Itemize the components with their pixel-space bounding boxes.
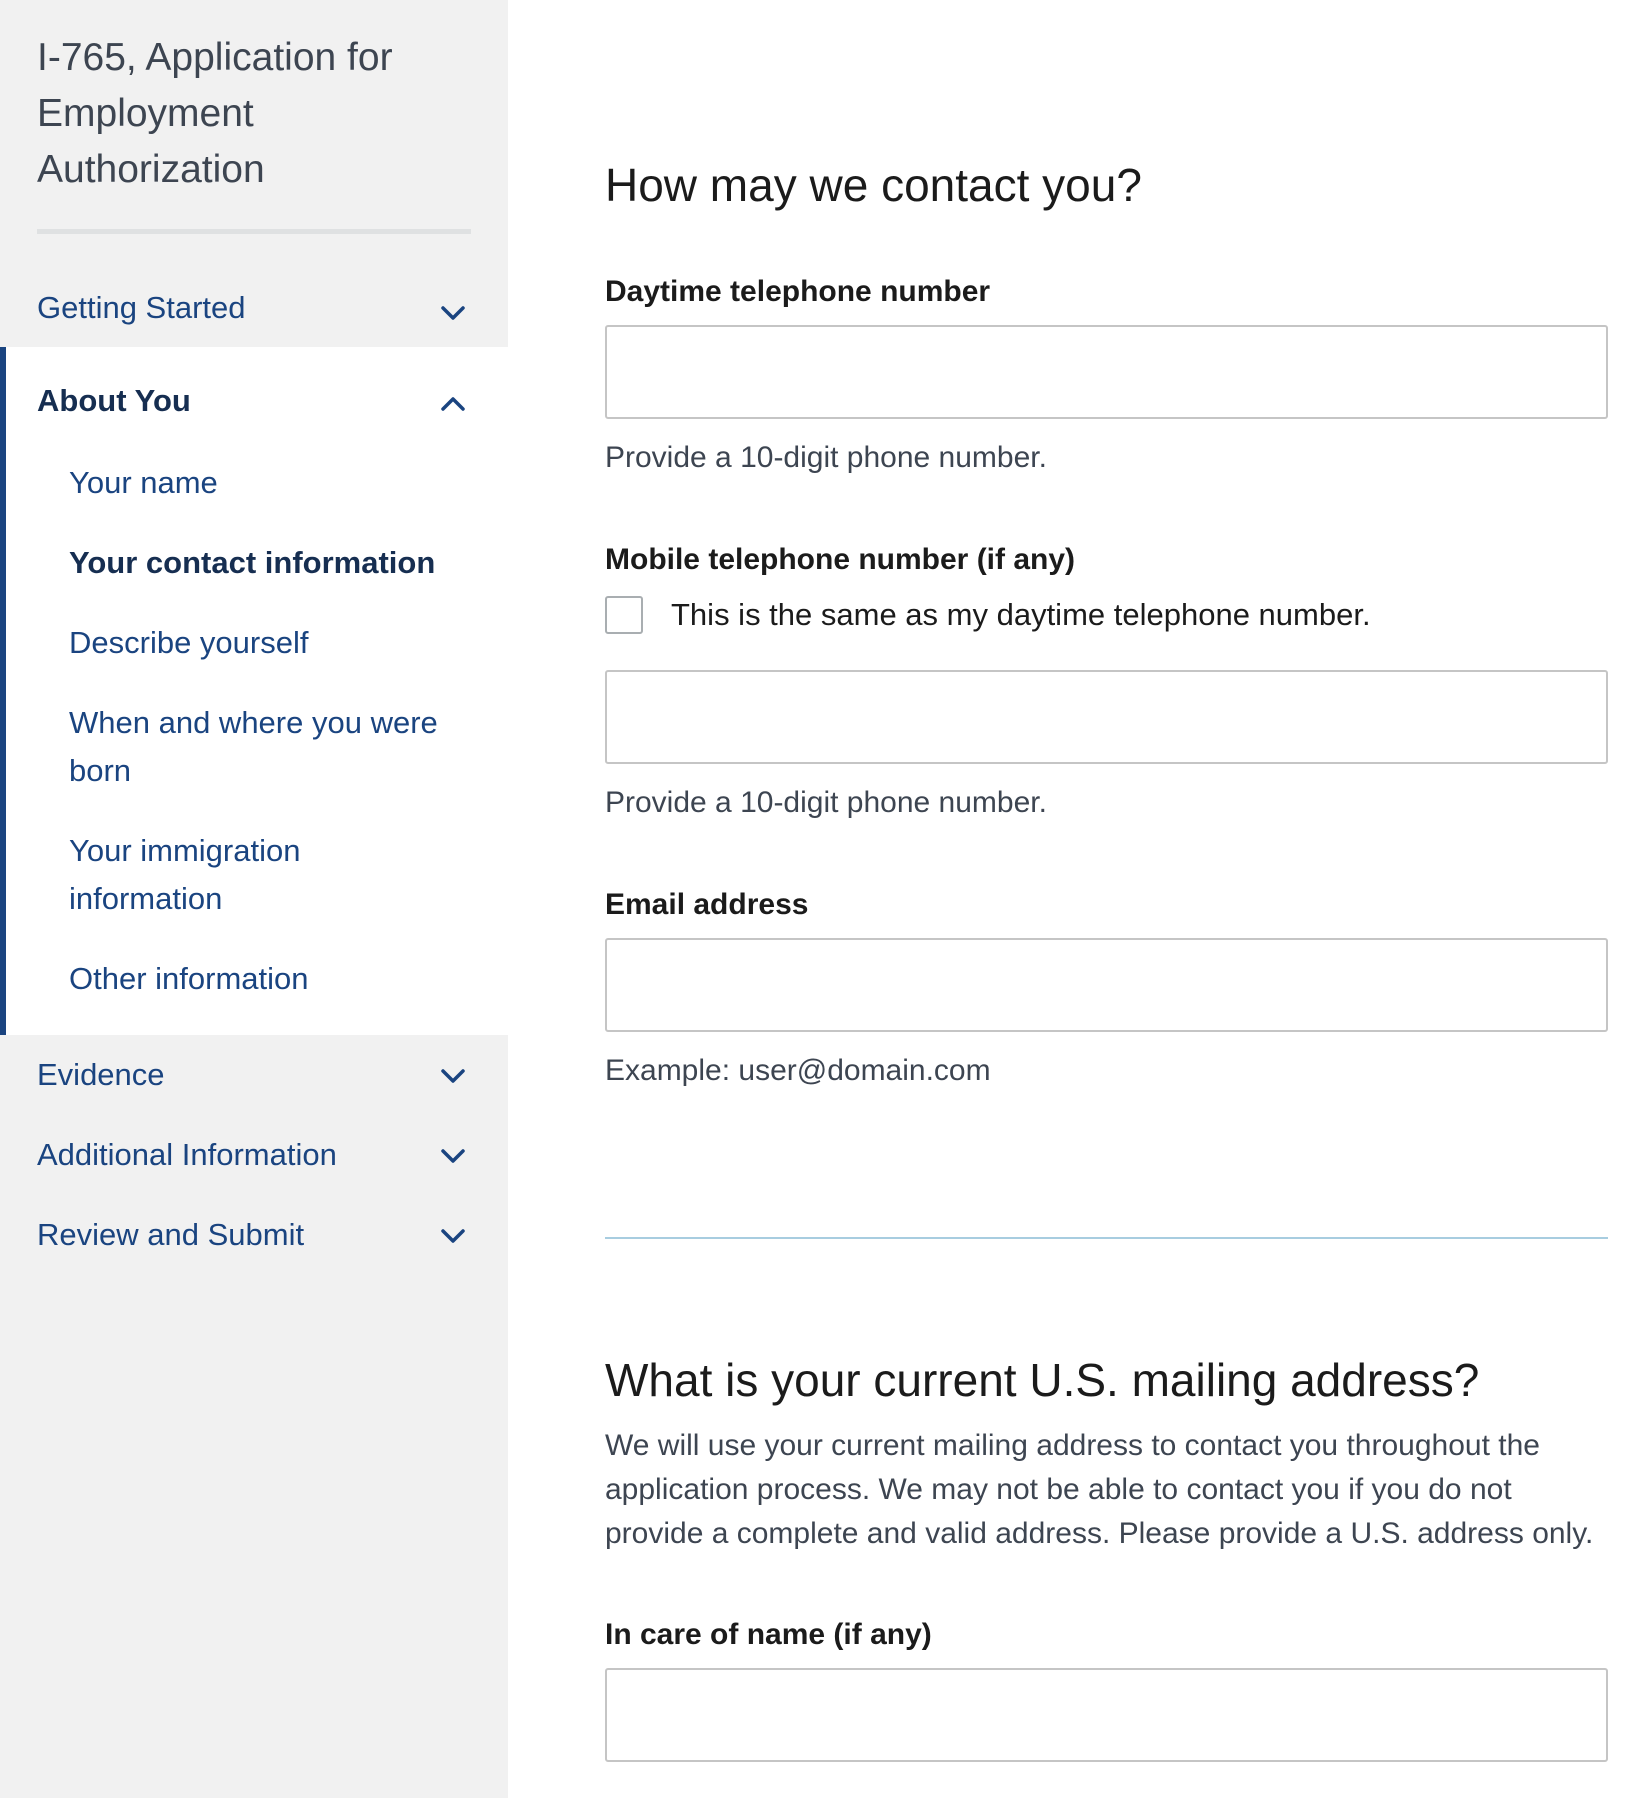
in-care-of-input[interactable] bbox=[605, 1668, 1608, 1762]
title-divider bbox=[37, 229, 471, 234]
email-label: Email address bbox=[605, 888, 809, 921]
sidebar-nav bbox=[0, 0, 508, 1798]
nav-section-evidence[interactable] bbox=[0, 1040, 508, 1110]
in-care-of-label: In care of name (if any) bbox=[605, 1618, 932, 1651]
chevron-down-icon bbox=[438, 1061, 468, 1091]
form-title: I-765, Application for Employment Authorization bbox=[37, 36, 393, 191]
nav-section-label: Evidence bbox=[37, 1057, 165, 1092]
sidebar-item-describe-yourself[interactable]: Describe yourself bbox=[69, 625, 309, 660]
mailing-description: We will use your current mailing address to contact you throughout the application process. We may not be able to contact you if you do not provide a complete and valid address. Please provide a U.S. address only. bbox=[605, 1429, 1594, 1550]
mobile-phone-label: Mobile telephone number (if any) bbox=[605, 543, 1076, 576]
sidebar-item-your-name[interactable]: Your name bbox=[69, 465, 218, 500]
sidebar-item-when-and-where-born[interactable]: When and where you were born bbox=[69, 705, 438, 788]
chevron-down-icon bbox=[438, 1141, 468, 1171]
nav-section-label-about-you[interactable]: About You bbox=[37, 383, 191, 418]
contact-heading: How may we contact you? bbox=[605, 159, 1142, 211]
same-as-daytime-checkbox-row[interactable] bbox=[605, 594, 1371, 636]
chevron-up-icon[interactable] bbox=[438, 389, 468, 419]
nav-section-additional-information[interactable] bbox=[0, 1120, 508, 1190]
mobile-phone-input[interactable] bbox=[605, 670, 1608, 764]
same-as-daytime-checkbox[interactable] bbox=[605, 596, 643, 634]
email-input[interactable] bbox=[605, 938, 1608, 1032]
email-hint: Example: user@domain.com bbox=[605, 1054, 991, 1087]
mobile-phone-hint: Provide a 10-digit phone number. bbox=[605, 786, 1047, 819]
mailing-heading: What is your current U.S. mailing address? bbox=[605, 1354, 1480, 1406]
nav-section-review-and-submit[interactable] bbox=[0, 1200, 508, 1270]
sidebar-item-immigration-information[interactable]: Your immigration information bbox=[69, 833, 301, 916]
nav-section-getting-started[interactable] bbox=[0, 278, 508, 348]
daytime-phone-hint: Provide a 10-digit phone number. bbox=[605, 441, 1047, 474]
sidebar-item-other-information[interactable]: Other information bbox=[69, 961, 309, 996]
daytime-phone-label: Daytime telephone number bbox=[605, 275, 991, 308]
main-content bbox=[605, 0, 1610, 1798]
daytime-phone-input[interactable] bbox=[605, 325, 1608, 419]
chevron-down-icon bbox=[438, 298, 468, 328]
active-section-indicator bbox=[0, 347, 6, 1035]
sidebar-item-your-contact-information[interactable]: Your contact information bbox=[69, 545, 436, 580]
nav-section-label: Review and Submit bbox=[37, 1217, 305, 1252]
nav-section-label: Additional Information bbox=[37, 1137, 337, 1172]
same-as-daytime-label[interactable]: This is the same as my daytime telephone number. bbox=[671, 597, 1371, 632]
section-divider bbox=[605, 1237, 1608, 1239]
chevron-down-icon bbox=[438, 1221, 468, 1251]
nav-section-label: Getting Started bbox=[37, 290, 246, 325]
nav-section-about-you bbox=[0, 347, 508, 1035]
